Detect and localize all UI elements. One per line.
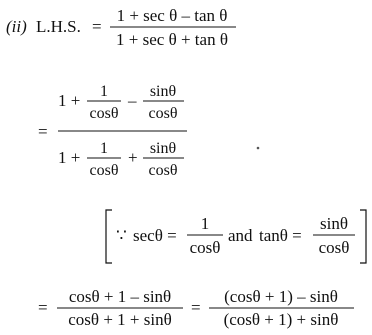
line2-den-frac1-num: 1 (100, 140, 108, 157)
line2-numerator (58, 83, 184, 122)
part-label: (ii) (6, 17, 27, 36)
note-left-bracket (106, 210, 112, 263)
line2-den-frac2-num: sinθ (149, 140, 177, 157)
note-tan-num: sinθ (320, 214, 348, 233)
identity-note (106, 210, 366, 263)
line2-num-frac2-den: cosθ (148, 105, 178, 122)
line2-den-frac2-den: cosθ (148, 162, 178, 179)
line1-numerator: 1 + sec θ – tan θ (116, 6, 228, 25)
note-and: and (228, 226, 253, 245)
note-tan-lhs: tanθ = (259, 226, 302, 245)
line2-denominator (58, 140, 184, 179)
line2-den-frac1-den: cosθ (89, 162, 119, 179)
line2-num-frac2-num: sinθ (149, 83, 177, 100)
because-symbol: ∵ (116, 226, 127, 246)
equals-sign-4: = (191, 298, 201, 317)
line1-denominator: 1 + sec θ + tan θ (116, 30, 228, 49)
line3-frac1-num: cosθ + 1 – sinθ (68, 287, 172, 306)
note-sec-lhs: secθ = (133, 226, 177, 245)
line2-den-lead: 1 + (58, 148, 81, 167)
note-sec-num: 1 (200, 214, 210, 233)
note-right-bracket (360, 210, 366, 263)
note-tan-den: cosθ (318, 238, 350, 257)
line2-num-op: – (128, 91, 137, 110)
equals-sign-3: = (38, 298, 48, 317)
line3-frac2-num: (cosθ + 1) – sinθ (224, 287, 338, 306)
line3-frac2-den: (cosθ + 1) + sinθ (223, 310, 339, 329)
note-sec-den: cosθ (189, 238, 221, 257)
scan-speck (257, 147, 260, 150)
equals-sign-1: = (92, 17, 102, 36)
line2-den-op: + (128, 148, 138, 167)
line2-num-frac1-den: cosθ (89, 105, 119, 122)
line3-frac1-den: cosθ + 1 + sinθ (68, 310, 172, 329)
lhs-label: L.H.S. (36, 17, 81, 36)
line2-num-lead: 1 + (58, 91, 81, 110)
line2-num-frac1-num: 1 (100, 83, 108, 100)
equals-sign-2: = (38, 122, 48, 141)
